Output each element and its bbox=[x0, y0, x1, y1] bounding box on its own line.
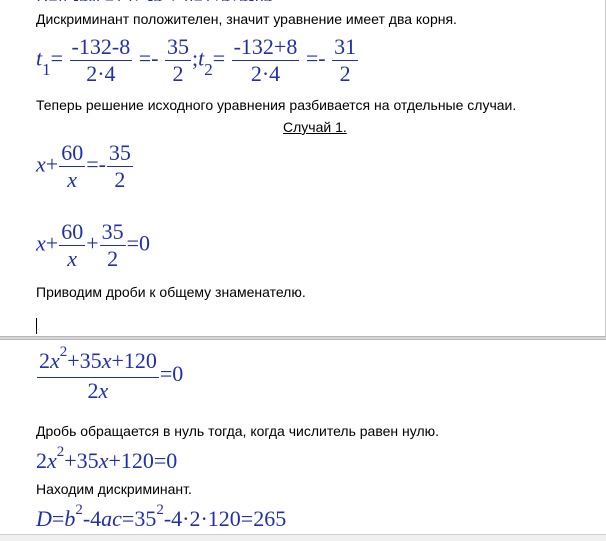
fraction-t2 bbox=[232, 34, 300, 87]
fraction-t1 bbox=[70, 34, 133, 87]
var-x: x bbox=[47, 448, 57, 473]
var-b: b bbox=[64, 506, 76, 531]
equation-numerator-zero bbox=[36, 444, 178, 474]
plus: + bbox=[45, 230, 59, 256]
term: +120 bbox=[111, 348, 157, 373]
fraction-numerator: 35 bbox=[101, 219, 124, 244]
var-t2: t bbox=[198, 45, 205, 71]
fraction-denominator: 2·4 bbox=[70, 60, 133, 87]
paragraph-find-discriminant: Находим дискриминант. bbox=[36, 481, 192, 497]
coef: 2 bbox=[87, 378, 99, 403]
paragraph-cases: Теперь решение исходного уравнения разбивается на отдельные случаи. bbox=[36, 97, 517, 113]
var-D: D bbox=[36, 506, 52, 531]
equation-case1-rearranged bbox=[36, 219, 150, 272]
fraction-35-over-2 bbox=[100, 219, 126, 272]
paragraph-fraction-zero: Дробь обращается в нуль тогда, когда числитель равен нулю. bbox=[36, 423, 440, 439]
var-x: x bbox=[50, 348, 60, 373]
equation-combined-fraction bbox=[36, 344, 184, 404]
sub-1: 1 bbox=[42, 59, 51, 79]
fraction-numerator: 35 bbox=[166, 34, 189, 59]
var-x: x bbox=[98, 378, 109, 403]
fraction-numerator: 60 bbox=[61, 219, 84, 244]
fraction-numerator: -132-8 bbox=[71, 34, 131, 59]
fraction-60-over-x bbox=[59, 219, 85, 272]
fraction-denominator: 2 bbox=[107, 166, 133, 193]
equals-zero: =0 bbox=[126, 230, 151, 256]
coef: 2 bbox=[39, 348, 50, 373]
fraction-numerator: 60 bbox=[61, 140, 84, 165]
equation-case1 bbox=[36, 140, 134, 193]
case-heading: Случай 1. bbox=[283, 119, 347, 135]
var-x: x bbox=[36, 230, 46, 256]
sub-2: 2 bbox=[204, 59, 213, 79]
fraction-denominator: 2 bbox=[165, 60, 191, 87]
plus: + bbox=[86, 230, 99, 256]
power: 2 bbox=[156, 502, 164, 518]
fraction-60-over-x bbox=[59, 140, 85, 193]
var-x: x bbox=[101, 348, 112, 373]
term: -4·2·120=265 bbox=[163, 506, 287, 531]
var-ac: ac bbox=[101, 506, 122, 531]
clipped-equation-line bbox=[36, 0, 396, 1]
fraction-r2 bbox=[332, 34, 358, 87]
var-x: x bbox=[98, 448, 109, 473]
power: 2 bbox=[56, 444, 65, 460]
equation-roots bbox=[36, 34, 359, 87]
equals: = bbox=[50, 45, 64, 71]
separator: ; bbox=[191, 45, 199, 71]
plus: + bbox=[45, 151, 59, 177]
status-strip bbox=[0, 534, 606, 541]
fraction-denominator: 2 bbox=[332, 60, 358, 87]
fraction-polynomial bbox=[37, 344, 159, 404]
equals-minus: =- bbox=[86, 151, 106, 177]
document-page-2[interactable] bbox=[0, 340, 606, 541]
fraction-numerator bbox=[37, 344, 159, 377]
fraction-denominator: x bbox=[59, 166, 85, 193]
term: +35 bbox=[64, 448, 99, 473]
fraction-35-over-2 bbox=[107, 140, 133, 193]
fraction-numerator: 35 bbox=[108, 140, 131, 165]
fraction-denominator bbox=[37, 377, 159, 404]
equals: = bbox=[51, 506, 65, 531]
coef: 2 bbox=[36, 448, 47, 473]
var-x: x bbox=[36, 151, 46, 177]
fraction-denominator: x bbox=[59, 245, 85, 272]
fraction-numerator: 31 bbox=[334, 34, 357, 59]
fraction-numerator: -132+8 bbox=[233, 34, 298, 59]
var-t1: t bbox=[36, 45, 43, 71]
power: 2 bbox=[59, 344, 68, 360]
term: -4 bbox=[82, 506, 102, 531]
term: =35 bbox=[121, 506, 157, 531]
paragraph-discriminant-positive: Дискриминант положителен, значит уравнение имеет два корня. bbox=[36, 11, 457, 27]
fraction-r1 bbox=[165, 34, 191, 87]
equals-zero: =0 bbox=[159, 361, 184, 387]
fraction-denominator: 2 bbox=[100, 245, 126, 272]
power: 2 bbox=[75, 502, 83, 518]
term: +120=0 bbox=[108, 448, 178, 473]
text-cursor bbox=[36, 318, 37, 334]
equals: = bbox=[212, 45, 226, 71]
equals-minus: =- bbox=[305, 45, 326, 71]
paragraph-common-denominator: Приводим дроби к общему знаменателю. bbox=[36, 284, 306, 300]
fraction-denominator: 2·4 bbox=[232, 60, 300, 87]
equation-discriminant bbox=[36, 502, 287, 532]
equals-minus: =- bbox=[138, 45, 159, 71]
term: +35 bbox=[67, 348, 102, 373]
